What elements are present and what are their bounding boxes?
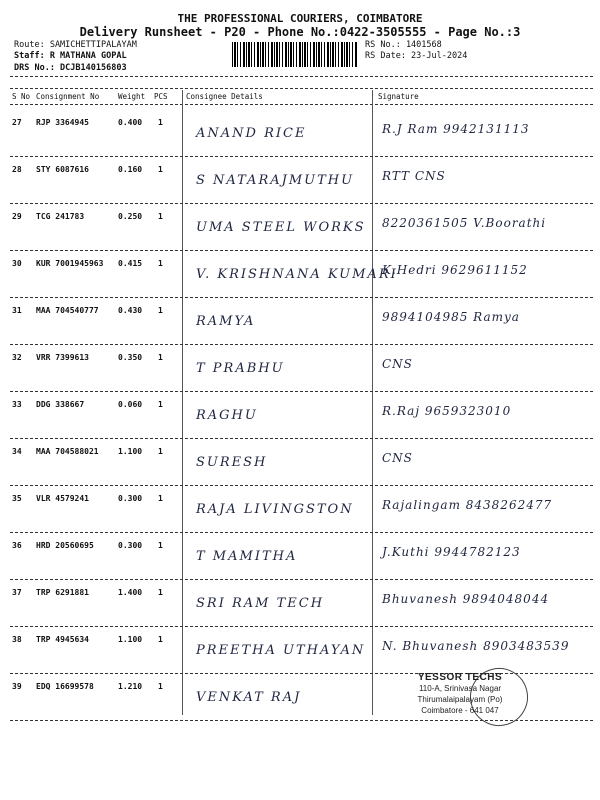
row-pcs: 1 (158, 400, 163, 409)
company-title: THE PROFESSIONAL COURIERS, COIMBATORE (177, 12, 423, 25)
row-signature: N. Bhuvanesh 8903483539 (382, 639, 570, 653)
row-divider (10, 250, 593, 251)
company-stamp (390, 672, 530, 744)
row-consignment-no: VLR 4579241 (36, 494, 89, 503)
row-divider (10, 344, 593, 345)
row-weight: 0.300 (118, 541, 143, 550)
row-consignment-no: DDG 338667 (36, 400, 85, 409)
row-divider (10, 579, 593, 580)
row-consignee-details: UMA STEEL WORKS (196, 220, 366, 235)
row-pcs: 1 (158, 306, 163, 315)
row-consignment-no: TCG 241783 (36, 212, 85, 221)
row-weight: 0.300 (118, 494, 143, 503)
row-sno: 30 (12, 259, 22, 268)
row-sno: 39 (12, 682, 22, 691)
row-consignment-no: RJP 3364945 (36, 118, 89, 127)
row-signature: K.Hedri 9629611152 (382, 263, 528, 277)
row-consignment-no: TRP 6291881 (36, 588, 89, 597)
row-pcs: 1 (158, 165, 163, 174)
row-signature: RTT CNS (382, 169, 446, 183)
row-pcs: 1 (158, 494, 163, 503)
column-header-divider (10, 104, 593, 105)
row-signature: J.Kuthi 9944782123 (382, 545, 521, 559)
row-signature: Rajalingam 8438262477 (382, 498, 553, 512)
row-weight: 0.430 (118, 306, 143, 315)
row-consignee-details: SURESH (196, 455, 268, 470)
row-consignee-details: PREETHA UTHAYAN (196, 643, 366, 658)
row-consignee-details: S NATARAJMUTHU (196, 173, 355, 188)
row-divider (10, 626, 593, 627)
stamp-line-2: Thirumalaipalayam (Po) (417, 695, 503, 704)
row-sno: 27 (12, 118, 22, 127)
row-weight: 1.100 (118, 447, 143, 456)
row-consignment-no: KUR 7001945963 (36, 259, 104, 268)
row-weight: 0.415 (118, 259, 143, 268)
rs-date: RS Date: 23-Jul-2024 (365, 51, 468, 61)
row-consignee-details: VENKAT RAJ (196, 690, 302, 705)
table-top-divider (10, 88, 593, 89)
runsheet-subtitle: Delivery Runsheet - P20 - Phone No.:0422-3505555 - Page No.:3 (79, 25, 521, 39)
barcode (232, 42, 358, 67)
row-sno: 32 (12, 353, 22, 362)
row-consignee-details: SRI RAM TECH (196, 596, 325, 611)
row-pcs: 1 (158, 259, 163, 268)
row-consignment-no: EDQ 16699578 (36, 682, 94, 691)
row-consignment-no: MAA 704588021 (36, 447, 99, 456)
col-header-sno: S No (12, 92, 31, 101)
row-consignee-details: V. KRISHNANA KUMARI (196, 267, 398, 282)
row-sno: 35 (12, 494, 22, 503)
row-signature: 8220361505 V.Boorathi (382, 216, 547, 230)
col-header-consignment: Consignment No (36, 92, 100, 101)
stamp-name: YESSOR TECHS (417, 672, 503, 683)
row-consignee-details: RAJA LIVINGSTON (196, 502, 354, 517)
stamp-line-3: Coimbatore - 641 047 (421, 706, 499, 715)
row-divider (10, 297, 593, 298)
row-divider (10, 203, 593, 204)
row-consignment-no: STY 6087616 (36, 165, 89, 174)
row-sno: 36 (12, 541, 22, 550)
row-signature: CNS (382, 451, 413, 465)
header-divider (10, 76, 593, 77)
row-pcs: 1 (158, 541, 163, 550)
row-signature: CNS (382, 357, 413, 371)
row-consignment-no: HRD 20560695 (36, 541, 94, 550)
row-consignee-details: ANAND RICE (196, 126, 307, 141)
row-sno: 29 (12, 212, 22, 221)
rs-number: RS No.: 1401568 (365, 40, 442, 50)
stamp-line-1: 110-A, Srinivasa Nagar (418, 684, 502, 693)
row-weight: 1.210 (118, 682, 143, 691)
row-divider (10, 391, 593, 392)
row-weight: 0.250 (118, 212, 143, 221)
col-header-pcs: PCS (154, 92, 168, 101)
row-consignee-details: RAGHU (196, 408, 258, 423)
row-signature: 9894104985 Ramya (382, 310, 520, 324)
staff-label: Staff: R MATHANA GOPAL (14, 51, 127, 61)
drs-number: DRS No.: DCJB140156803 (14, 63, 127, 73)
row-weight: 0.160 (118, 165, 143, 174)
row-sno: 33 (12, 400, 22, 409)
row-pcs: 1 (158, 682, 163, 691)
row-pcs: 1 (158, 212, 163, 221)
row-consignee-details: T PRABHU (196, 361, 285, 376)
col-header-signature: Signature (378, 92, 419, 101)
row-consignment-no: TRP 4945634 (36, 635, 89, 644)
row-sno: 31 (12, 306, 22, 315)
row-consignee-details: RAMYA (196, 314, 256, 329)
row-weight: 1.100 (118, 635, 143, 644)
row-divider (10, 485, 593, 486)
row-sno: 38 (12, 635, 22, 644)
row-divider (10, 438, 593, 439)
row-pcs: 1 (158, 447, 163, 456)
row-sno: 28 (12, 165, 22, 174)
row-signature: Bhuvanesh 9894048044 (382, 592, 550, 606)
row-signature: R.J Ram 9942131113 (382, 122, 530, 136)
route-label: Route: SAMICHETTIPALAYAM (14, 40, 137, 50)
row-pcs: 1 (158, 588, 163, 597)
row-signature: R.Raj 9659323010 (382, 404, 512, 418)
row-weight: 1.400 (118, 588, 143, 597)
row-weight: 0.060 (118, 400, 143, 409)
row-pcs: 1 (158, 635, 163, 644)
row-consignment-no: VRR 7399613 (36, 353, 89, 362)
row-pcs: 1 (158, 118, 163, 127)
signature-column-line (372, 90, 373, 715)
row-sno: 37 (12, 588, 22, 597)
consignee-column-line (182, 90, 183, 715)
col-header-consignee: Consignee Details (186, 92, 263, 101)
row-consignee-details: T MAMITHA (196, 549, 298, 564)
row-weight: 0.350 (118, 353, 143, 362)
row-divider (10, 156, 593, 157)
row-divider (10, 532, 593, 533)
col-header-weight: Weight (118, 92, 146, 101)
row-consignment-no: MAA 704540777 (36, 306, 99, 315)
row-weight: 0.400 (118, 118, 143, 127)
row-sno: 34 (12, 447, 22, 456)
row-pcs: 1 (158, 353, 163, 362)
